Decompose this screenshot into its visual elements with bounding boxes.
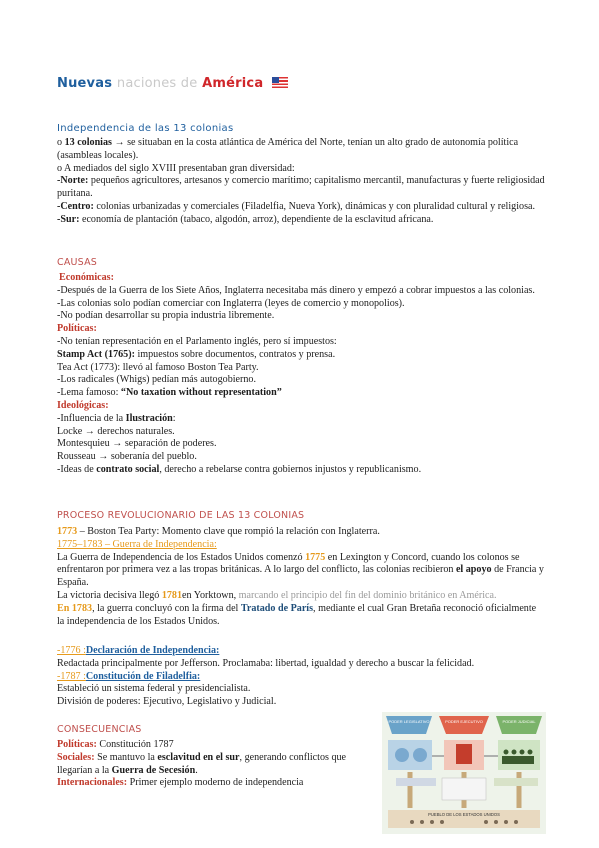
paragraph: 1775–1783 – Guerra de Independencia: <box>57 538 217 550</box>
paragraph: -No podían desarrollar su propia industria libremente. <box>57 310 275 322</box>
paragraph: -No tenían representación en el Parlamento inglés, pero sí impuestos: <box>57 335 337 347</box>
paragraph: -Después de la Guerra de los Siete Años, Inglaterra necesitaba más dinero y empezó a cobrar impuestos a las colonias. <box>57 284 535 296</box>
judicial-label: PODER JUDICIAL <box>502 719 536 724</box>
paragraph: Tea Act (1773): llevó al famoso Boston Tea Party. <box>57 361 259 373</box>
paragraph: División de poderes: Ejecutivo, Legislativo y Judicial. <box>57 696 277 708</box>
paragraph: -Lema famoso: “No taxation without representation” <box>57 387 282 399</box>
separation-of-powers-diagram <box>382 712 546 834</box>
paragraph: o A mediados del siglo XVIII presentaban gran diversidad: <box>57 162 295 174</box>
paragraph: Montesquieu → separación de poderes. <box>57 438 217 450</box>
section-heading-proceso: PROCESO REVOLUCIONARIO DE LAS 13 COLONIAS <box>57 510 305 521</box>
section-heading-consecuencias: CONSECUENCIAS <box>57 724 142 735</box>
paragraph: Stamp Act (1765): impuestos sobre documentos, contratos y prensa. <box>57 348 336 360</box>
page-title <box>57 76 288 91</box>
paragraph: Internacionales: Primer ejemplo moderno de independencia <box>57 777 304 789</box>
title-part-3: América <box>202 76 264 91</box>
title-part-2: naciones de <box>116 76 198 91</box>
paragraph: Locke → derechos naturales. <box>57 425 175 437</box>
title-part-1: Nuevas <box>57 76 113 91</box>
paragraph: La victoria decisiva llegó 1781en Yorktown, marcando el principio del fin del dominio británico en América. <box>57 589 497 601</box>
subheading-economicas: Económicas: <box>59 272 114 283</box>
court-box <box>498 740 540 770</box>
paragraph: La Guerra de Independencia de los Estados Unidos comenzó 1775 en Lexington y Concord, cuando los colonos se enfrentaron por primera vez a las tropas británicas. A lo largo del conflicto, las colonias recibieron el apoyo de Francia y España. <box>57 551 544 589</box>
legislative-label: PODER LEGISLATIVO <box>388 719 430 724</box>
people-label: PUEBLO DE LOS ESTADOS UNIDOS <box>428 812 500 817</box>
paragraph: 1773 – Boston Tea Party: Momento clave que rompió la relación con Inglaterra. <box>57 526 380 537</box>
paragraph: -Centro: colonias urbanizadas y comerciales (Filadelfia, Nueva York), dinámicas y con pluralidad cultural y religiosa. <box>57 200 535 212</box>
paragraph: -Ideas de contrato social, derecho a rebelarse contra gobiernos injustos y republicanismo. <box>57 463 422 475</box>
section-consecuencias-body <box>57 739 347 790</box>
section-causas-body <box>57 272 545 477</box>
us-flag-icon <box>272 77 288 88</box>
section-documentos-body <box>57 645 545 709</box>
paragraph: Rousseau → soberanía del pueblo. <box>57 451 197 463</box>
subheading-politicas: Políticas: <box>57 323 97 335</box>
paragraph: o 13 colonias → se situaban en la costa atlántica de América del Norte, tenían un alto grado de autonomía política (asambleas locales). <box>57 137 519 161</box>
paragraph: Políticas: Constitución 1787 <box>57 739 174 750</box>
paragraph: -Sur: economía de plantación (tabaco, algodón, arroz), dependiente de la esclavitud africana. <box>57 213 434 225</box>
paragraph: -1787 :Constitución de Filadelfia: <box>57 670 201 682</box>
executive-label: PODER EJECUTIVO <box>445 719 483 724</box>
paragraph: En 1783, la guerra concluyó con la firma del Tratado de París, mediante el cual Gran Bretaña reconoció oficialmente la independencia de los Estados Unidos. <box>57 602 537 627</box>
section-proceso-body <box>57 526 545 628</box>
paragraph: -Las colonias solo podían comerciar con Inglaterra (leyes de comercio y monopolios). <box>57 297 405 309</box>
subheading-ideologicas: Ideológicas: <box>57 399 109 411</box>
section-heading-causas: CAUSAS <box>57 257 98 268</box>
section-independencia-body <box>57 137 545 227</box>
paragraph: Estableció un sistema federal y presidencialista. <box>57 683 251 695</box>
paragraph: Sociales: Se mantuvo la esclavitud en el sur, generando conflictos que llegarían a la Guerra de Secesión. <box>57 751 347 776</box>
section-heading-independencia: Independencia de las 13 colonias <box>57 123 234 134</box>
paragraph: -Influencia de la Ilustración: <box>57 412 176 424</box>
paragraph: -Norte: pequeños agricultores, artesanos y comercio marítimo; capitalismo mercantil, manufacturas y fuerte religiosidad puritana. <box>57 175 545 200</box>
paragraph: -1776 :Declaración de Independencia: <box>57 645 220 656</box>
paragraph: Redactada principalmente por Jefferson. Proclamaba: libertad, igualdad y derecho a buscar la felicidad. <box>57 657 475 669</box>
paragraph: -Los radicales (Whigs) pedían más autogobierno. <box>57 374 257 386</box>
